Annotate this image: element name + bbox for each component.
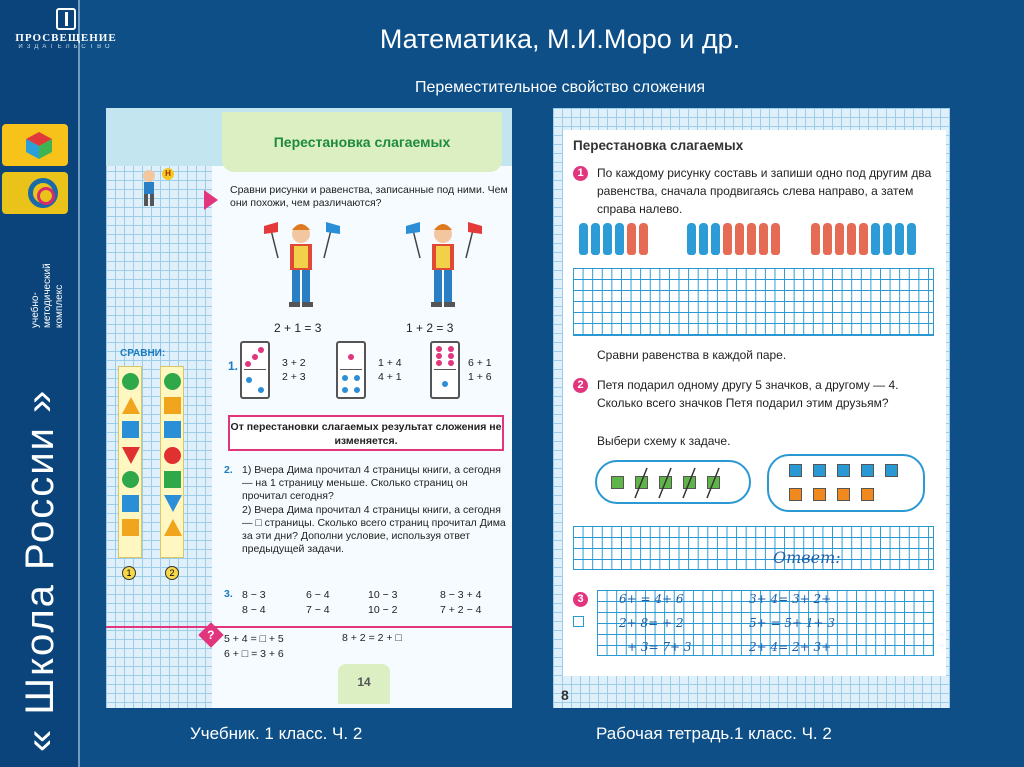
slide-title: Математика, М.И.Моро и др. [379,24,741,54]
equation-left: 2 + 1 = 3 [274,321,322,335]
green-circle-shape [122,373,139,390]
workbook-page [553,108,950,708]
publisher-logo [4,8,128,50]
shape-column-2 [160,366,184,558]
workbook-heading: Перестановка слагаемых [573,138,744,153]
self-check-box[interactable] [573,616,584,627]
task3-col3: 10 − 3 10 − 2 [368,589,398,616]
green-circle-shape [164,373,181,390]
domino-1 [240,341,270,399]
choose-scheme-text: Выбери схему к задаче. [597,434,731,448]
orange-square-shape [122,519,139,536]
answer-grid-1[interactable] [573,268,934,336]
textbook-page-number: 14 [338,664,390,704]
task1-number: 1. [228,359,239,373]
answer-label: Ответ: [773,548,841,567]
workbook-caption: Рабочая тетрадь.1 класс. Ч. 2 [596,724,832,743]
question-badge: ? [198,622,223,647]
scheme-option-2[interactable] [767,454,925,512]
boy-with-flags-left [256,216,346,316]
publisher-emblem-icon [56,8,76,30]
answer-grid-2[interactable] [573,526,934,570]
handwritten-eq-1: 6+ = 4+ 6 [619,592,684,606]
umk-label: учебно-методический комплекс [30,263,65,328]
level-badge: Н [162,168,174,180]
column-number-2: 2 [165,566,179,580]
textbook-heading: Перестановка слагаемых [222,112,502,172]
scheme-option-1[interactable] [595,460,751,504]
handwritten-eq-2: 3+ 4= 3+ 2+ [749,592,832,606]
blue-square-shape [122,495,139,512]
task2-part2: 2) Вчера Дима прочитал 4 страницы книги, а сегодня — □ страницы. Сколько всего страниц прочитал Дима за эти дни? Дополни условие, используя ответ предыдущей задачи. [242,504,506,555]
pointer-arrow-icon [204,190,218,210]
extra-task-col1: 5 + 4 = □ + 5 6 + □ = 3 + 6 [224,633,284,660]
publisher-sub: ИЗДАТЕЛЬСТВО [18,44,114,50]
green-square-shape [164,471,181,488]
umk-logo-tile [2,124,68,166]
strike-lines-icon [627,466,737,502]
boy-with-flags-right [398,216,488,316]
handwritten-eq-4: 5+ = 5+ 1+ 3 [749,616,836,630]
domino-2 [336,341,366,399]
workbook-page-number: 8 [561,687,569,703]
task2-part1: 1) Вчера Дима прочитал 4 страницы книги, а сегодня — на 1 страницу меньше. Сколько страниц он прочитал сегодня? [242,464,501,502]
yellow-triangle-shape [122,397,140,414]
small-boy-icon [136,168,162,208]
task3-number: 3. [224,588,233,600]
intro-text: Сравни рисунки и равенства, записанные под ними. Чем они похожи, чем различаются? [230,184,508,209]
publisher-name: ПРОСВЕЩЕНИЕ [15,32,117,44]
shape-column-1 [118,366,142,558]
task3-col2: 6 − 4 7 − 4 [306,589,330,616]
task1-badge: 1 [573,166,588,181]
compare-text: Сравни равенства в каждой паре. [597,348,787,362]
equation-right: 1 + 2 = 3 [406,321,454,335]
red-circle-shape [164,447,181,464]
green-circle-shape [122,471,139,488]
task3-badge: 3 [573,592,588,607]
task2-number: 2. [224,464,233,476]
column-number-1: 1 [122,566,136,580]
task2-text: Петя подарил одному другу 5 значков, а другому — 4. Сколько всего значков Петя подарил этим друзьям? [597,378,899,410]
slide-subtitle: Переместительное свойство сложения [414,79,706,96]
blue-square-shape [122,421,139,438]
blue-triangle-shape [164,495,182,512]
domino-1-eqs: 3 + 2 2 + 3 [282,357,306,383]
task3-col1: 8 − 3 8 − 4 [242,589,266,616]
textbook-caption: Учебник. 1 класс. Ч. 2 [190,724,363,743]
compare-label: СРАВНИ: [120,348,166,359]
handwritten-eq-3: 2+ 8= + 2 [619,616,684,630]
series-name: « Школа России » [18,388,62,752]
red-triangle-shape [122,447,140,464]
domino-3 [430,341,460,399]
domino-2-eqs: 1 + 4 4 + 1 [378,357,402,383]
domino-3-eqs: 6 + 1 1 + 6 [468,357,492,383]
handwritten-eq-6: 2+ 4= 2+ 3+ [749,640,832,654]
textbook-page [106,108,512,708]
task2-badge: 2 [573,378,588,393]
handwritten-eq-5: + 3= 7+ 3 [627,640,692,654]
section-divider [106,626,512,628]
ring-logo-tile [2,172,68,214]
yellow-triangle-shape [164,519,182,536]
blue-square-shape [164,421,181,438]
extra-task-col2: 8 + 2 = 2 + □ [342,632,402,644]
rings-icon [28,178,58,208]
orange-square-shape [164,397,181,414]
task1-text: По каждому рисунку составь и запиши одно под другим два равенства, сначала продвигаясь слева направо, а затем справа налево. [597,166,932,216]
rule-box: От перестановки слагаемых результат сложения не изменяется. [228,415,504,451]
task3-col4: 8 − 3 + 4 7 + 2 − 4 [440,589,482,616]
cube-icon [24,130,54,160]
brand-sidebar [0,0,80,767]
